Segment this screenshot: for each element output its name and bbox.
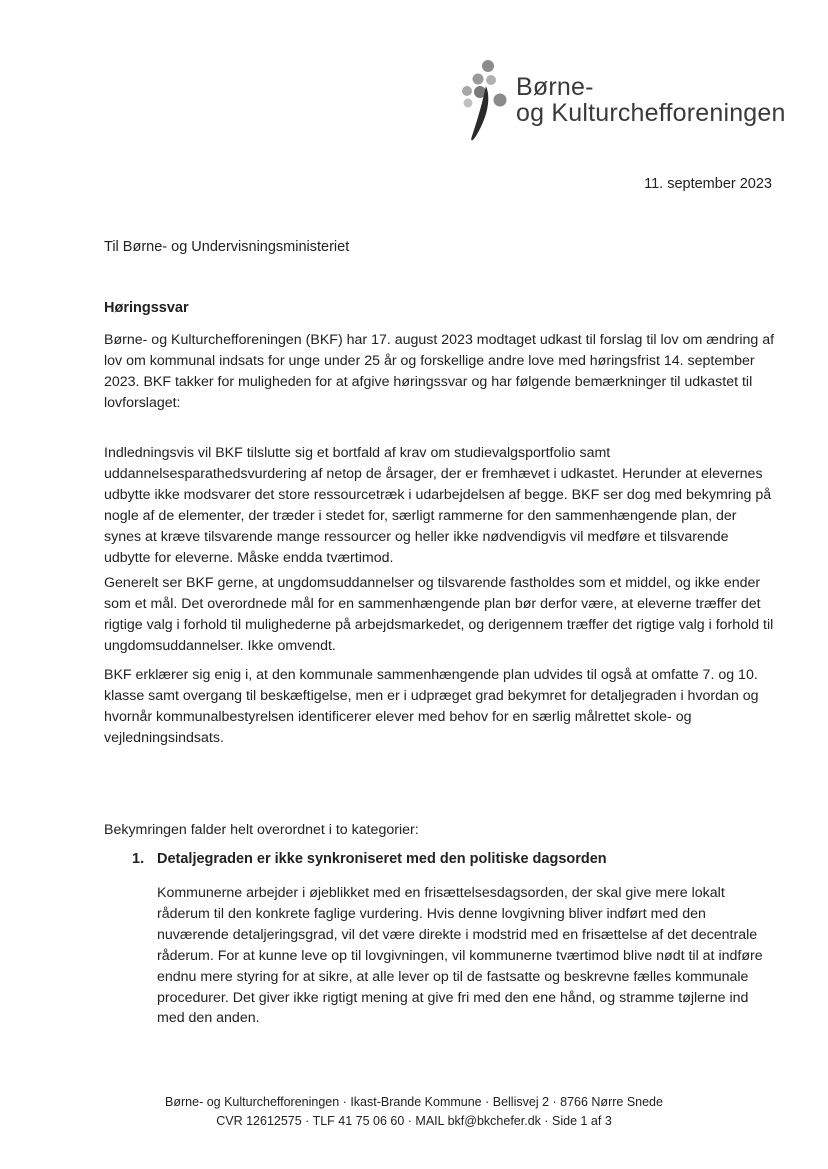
letter-footer [0,1093,828,1131]
recipient-line: Til Børne- og Undervisningsministeriet [104,239,350,255]
logo-line-1: Børne- [516,73,594,101]
list-item-number: 1. [132,851,145,867]
organization-logo [458,58,808,150]
logo-line-2: og Kulturchefforeningen [516,99,786,127]
letter-date: 11. september 2023 [644,176,772,192]
paragraph-4 [104,820,776,841]
paragraph-intro [104,330,776,414]
list-item-title: Detaljegraden er ikke synkroniseret med den politiske dagsorden [157,851,607,867]
letter-heading: Høringssvar [104,300,189,316]
paragraph-2-text: Generelt ser BKF gerne, at ungdomsuddannelser og tilsvarende fastholdes som et middel, og ikke ender som et mål. Det overordnede mål for en sammenhængende plan bør derfor være, at eleverne træffer det rigtige valg i forhold til mulighederne på arbejdsmarkedet, og derigennem træffer det rigtige valg i forhold til ungdomsuddannelser. Ikke omvendt. [104,575,774,654]
paragraph-1-text: Indledningsvis vil BKF tilslutte sig et bortfald af krav om studievalgsportfolio samt uddannelsesparathedsvurdering af netop de årsager, der er fremhævet i udkastet. Herunder at elevernes udbytte ikke modsvarer det store ressourcetræk i udarbejdelsen af begge. BKF ser dog med bekymring på nogle af de elementer, der træder i stedet for, særligt rammerne for den sammenhængende plan, der synes at kræve tilsvarende mange ressourcer og heller ikke nødvendigvis vil medføre et tilsvarende udbytte for eleverne. Måske endda tværtimod. [104,445,772,566]
logo-figure-icon [458,58,518,150]
organization-logo-text [516,74,786,126]
paragraph-intro-text: Børne- og Kulturchefforeningen (BKF) har 17. august 2023 modtaget udkast til forslag til lov om ændring af lov om kommunal indsats for unge under 25 år og forskellige andre love med høringsfrist 14. september 2023. BKF takker for muligheden for at afgive høringssvar og har følgende bemærkninger til udkastet til lovforslaget: [104,332,775,411]
paragraph-3 [104,665,776,749]
footer-contact-line: CVR 12612575 · TLF 41 75 06 60 · MAIL bkf@bkchefer.dk · Side 1 af 3 [216,1114,612,1128]
paragraph-4-text: Bekymringen falder helt overordnet i to kategorier: [104,822,419,838]
list-item-body: Kommunerne arbejder i øjeblikket med en frisættelsesdagsorden, der skal give mere lokalt råderum til den konkrete faglige vurdering. Hvis denne lovgivning bliver indført med den nuværende detaljeringsgrad, vil det være direkte i modstrid med en frisættelse af det decentrale råderum. For at kunne leve op til lovgivningen, vil kommunerne tværtimod blive nødt til at indføre endnu mere styring for at sikre, at alle lever op til de fastsatte og beskrevne fælles kommunale procedurer. Det giver ikke rigtigt mening at give fri med den ene hånd, og stramme tøjlerne ind med den anden. [157,885,763,1027]
paragraph-3-text: BKF erklærer sig enig i, at den kommunale sammenhængende plan udvides til også at omfatte 7. og 10. klasse samt overgang til beskæftigelse, men er i udpræget grad bekymret for detaljegraden i hvordan og hvornår kommunalbestyrelsen identificerer elever med behov for en særlig målrettet skole- og vejledningsindsats. [104,667,759,746]
footer-address-line: Børne- og Kulturchefforeningen · Ikast-Brande Kommune · Bellisvej 2 · 8766 Nørre Snede [165,1095,663,1109]
paragraph-2 [104,573,776,657]
paragraph-1 [104,443,776,568]
